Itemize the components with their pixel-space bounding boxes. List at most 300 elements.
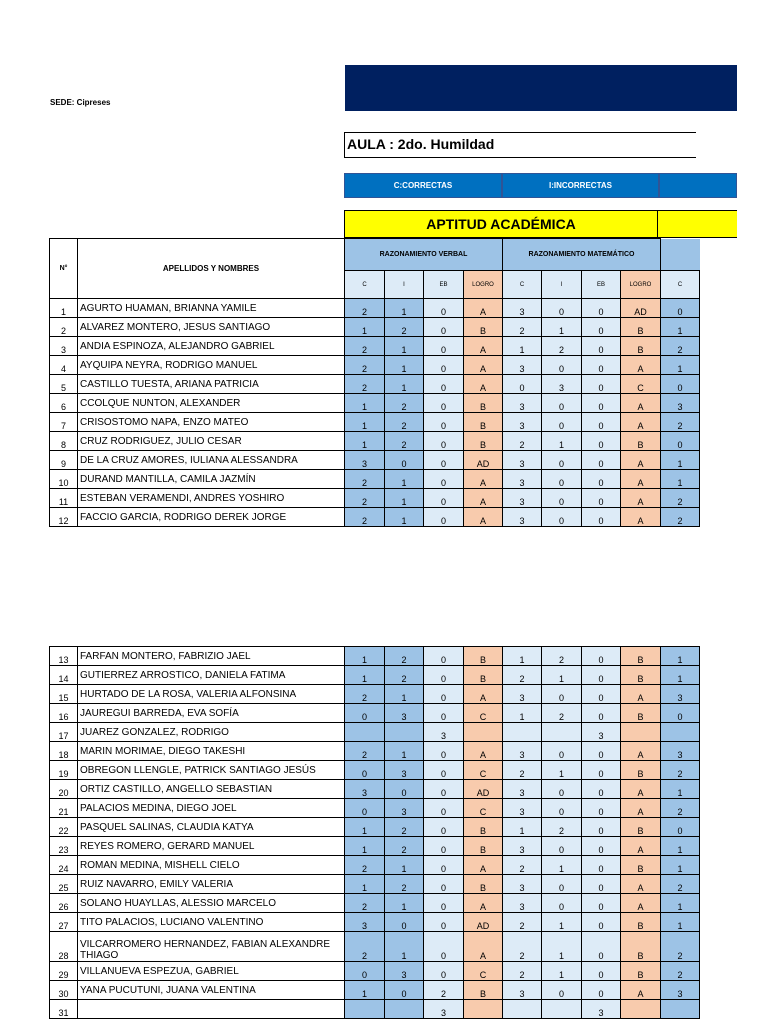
mat-i: 0 — [542, 837, 582, 856]
sub-i-mat: I — [542, 271, 582, 299]
mat-c: 3 — [503, 508, 542, 527]
verbal-eb: 3 — [424, 723, 464, 742]
student-name: CRISOSTOMO NAPA, ENZO MATEO — [78, 413, 345, 432]
table-row — [50, 685, 700, 704]
row-num: 26 — [50, 894, 78, 913]
extra-c: 2 — [661, 962, 700, 981]
verbal-eb: 0 — [424, 780, 464, 799]
row-num: 23 — [50, 837, 78, 856]
mat-logro: A — [621, 470, 661, 489]
scores-table-1 — [49, 298, 700, 527]
extra-c: 0 — [661, 818, 700, 837]
mat-logro: A — [621, 413, 661, 432]
verbal-c: 1 — [345, 875, 385, 894]
mat-eb: 0 — [582, 837, 621, 856]
mat-logro: B — [621, 962, 661, 981]
mat-c: 2 — [503, 962, 542, 981]
verbal-eb: 0 — [424, 508, 464, 527]
verbal-i: 0 — [385, 981, 424, 1000]
verbal-logro: A — [464, 856, 503, 875]
mat-logro: B — [621, 856, 661, 875]
student-name: ORTIZ CASTILLO, ANGELLO SEBASTIAN — [78, 780, 345, 799]
mat-c — [503, 723, 542, 742]
verbal-c: 1 — [345, 666, 385, 685]
mat-i: 3 — [542, 375, 582, 394]
student-name: HURTADO DE LA ROSA, VALERIA ALFONSINA — [78, 685, 345, 704]
verbal-eb: 0 — [424, 894, 464, 913]
table-row — [50, 856, 700, 875]
row-num: 30 — [50, 981, 78, 1000]
mat-c: 3 — [503, 875, 542, 894]
mat-c: 3 — [503, 780, 542, 799]
mat-i: 0 — [542, 508, 582, 527]
verbal-c: 2 — [345, 685, 385, 704]
header-verbal: RAZONAMIENTO VERBAL — [345, 239, 503, 271]
table-row — [50, 318, 700, 337]
verbal-logro: B — [464, 837, 503, 856]
verbal-c: 1 — [345, 818, 385, 837]
verbal-logro: A — [464, 470, 503, 489]
mat-logro: A — [621, 356, 661, 375]
extra-c: 1 — [661, 318, 700, 337]
mat-logro — [621, 723, 661, 742]
row-num: 20 — [50, 780, 78, 799]
mat-eb: 0 — [582, 666, 621, 685]
mat-i: 1 — [542, 932, 582, 962]
verbal-i: 1 — [385, 375, 424, 394]
mat-logro: AD — [621, 299, 661, 318]
table-row — [50, 337, 700, 356]
extra-c: 1 — [661, 837, 700, 856]
table-row — [50, 799, 700, 818]
mat-i: 0 — [542, 394, 582, 413]
student-name: ANDIA ESPINOZA, ALEJANDRO GABRIEL — [78, 337, 345, 356]
verbal-logro: A — [464, 375, 503, 394]
table-row — [50, 761, 700, 780]
verbal-eb: 0 — [424, 666, 464, 685]
verbal-logro: B — [464, 818, 503, 837]
legend-incorrectas: I:INCORRECTAS — [502, 173, 659, 198]
mat-i: 0 — [542, 489, 582, 508]
verbal-logro: A — [464, 742, 503, 761]
mat-logro: B — [621, 818, 661, 837]
mat-c: 2 — [503, 856, 542, 875]
mat-i: 0 — [542, 413, 582, 432]
mat-c: 2 — [503, 432, 542, 451]
mat-i: 1 — [542, 432, 582, 451]
mat-logro: A — [621, 799, 661, 818]
mat-logro: B — [621, 647, 661, 666]
row-num: 2 — [50, 318, 78, 337]
verbal-eb: 0 — [424, 856, 464, 875]
mat-logro: A — [621, 981, 661, 1000]
student-name: CCOLQUE NUNTON, ALEXANDER — [78, 394, 345, 413]
verbal-eb: 0 — [424, 394, 464, 413]
table-row — [50, 818, 700, 837]
verbal-logro: C — [464, 799, 503, 818]
mat-logro: A — [621, 489, 661, 508]
sub-logro-verbal: LOGRO — [464, 271, 503, 299]
mat-i: 0 — [542, 470, 582, 489]
verbal-eb: 0 — [424, 932, 464, 962]
header-banner — [345, 65, 737, 111]
mat-c: 3 — [503, 489, 542, 508]
table-row — [50, 666, 700, 685]
mat-eb: 0 — [582, 894, 621, 913]
sede-label: SEDE: Cipreses — [50, 98, 111, 107]
mat-c: 2 — [503, 761, 542, 780]
mat-c: 3 — [503, 470, 542, 489]
mat-c: 1 — [503, 818, 542, 837]
verbal-i: 3 — [385, 704, 424, 723]
verbal-eb: 0 — [424, 962, 464, 981]
verbal-eb: 0 — [424, 837, 464, 856]
mat-eb: 0 — [582, 981, 621, 1000]
verbal-c: 3 — [345, 913, 385, 932]
verbal-c: 1 — [345, 647, 385, 666]
extra-c: 1 — [661, 470, 700, 489]
extra-c: 3 — [661, 981, 700, 1000]
row-num: 4 — [50, 356, 78, 375]
verbal-logro — [464, 723, 503, 742]
verbal-c: 2 — [345, 299, 385, 318]
mat-i: 0 — [542, 780, 582, 799]
verbal-eb: 0 — [424, 913, 464, 932]
mat-c: 2 — [503, 318, 542, 337]
table-row — [50, 647, 700, 666]
mat-eb: 0 — [582, 799, 621, 818]
mat-c: 2 — [503, 913, 542, 932]
mat-eb: 0 — [582, 761, 621, 780]
verbal-logro: B — [464, 318, 503, 337]
mat-eb: 0 — [582, 875, 621, 894]
mat-c: 2 — [503, 666, 542, 685]
mat-eb: 0 — [582, 451, 621, 470]
row-num: 15 — [50, 685, 78, 704]
sub-c-verbal: C — [345, 271, 385, 299]
row-num: 16 — [50, 704, 78, 723]
row-num: 6 — [50, 394, 78, 413]
sub-eb-verbal: EB — [424, 271, 464, 299]
row-num: 8 — [50, 432, 78, 451]
mat-i: 1 — [542, 666, 582, 685]
mat-i: 1 — [542, 318, 582, 337]
verbal-i: 1 — [385, 508, 424, 527]
table-row — [50, 1000, 700, 1019]
extra-c: 2 — [661, 413, 700, 432]
verbal-logro: C — [464, 704, 503, 723]
verbal-logro: AD — [464, 780, 503, 799]
verbal-c: 0 — [345, 761, 385, 780]
verbal-i: 2 — [385, 837, 424, 856]
mat-logro: B — [621, 337, 661, 356]
verbal-logro: AD — [464, 451, 503, 470]
header-name: APELLIDOS Y NOMBRES — [78, 239, 345, 299]
mat-eb: 0 — [582, 962, 621, 981]
mat-c: 1 — [503, 704, 542, 723]
aula-title: AULA : 2do. Humildad — [344, 132, 696, 158]
mat-c: 3 — [503, 451, 542, 470]
mat-eb: 0 — [582, 685, 621, 704]
verbal-eb: 0 — [424, 875, 464, 894]
mat-logro — [621, 1000, 661, 1019]
mat-logro: B — [621, 913, 661, 932]
verbal-c: 2 — [345, 375, 385, 394]
mat-c: 2 — [503, 932, 542, 962]
mat-eb: 0 — [582, 489, 621, 508]
table-row — [50, 704, 700, 723]
student-name: FACCIO GARCIA, RODRIGO DEREK JORGE — [78, 508, 345, 527]
student-name: RUIZ NAVARRO, EMILY VALERIA — [78, 875, 345, 894]
verbal-eb: 0 — [424, 799, 464, 818]
student-name: DE LA CRUZ AMORES, IULIANA ALESSANDRA — [78, 451, 345, 470]
mat-c: 3 — [503, 394, 542, 413]
verbal-logro: A — [464, 932, 503, 962]
extra-c: 1 — [661, 647, 700, 666]
verbal-i: 2 — [385, 875, 424, 894]
verbal-c: 1 — [345, 318, 385, 337]
mat-eb: 0 — [582, 704, 621, 723]
verbal-eb: 0 — [424, 432, 464, 451]
verbal-c: 2 — [345, 856, 385, 875]
row-num: 28 — [50, 932, 78, 962]
table-row — [50, 413, 700, 432]
mat-i: 2 — [542, 704, 582, 723]
verbal-i: 1 — [385, 489, 424, 508]
verbal-i: 0 — [385, 451, 424, 470]
verbal-logro: A — [464, 337, 503, 356]
row-num: 1 — [50, 299, 78, 318]
verbal-c: 2 — [345, 337, 385, 356]
mat-eb: 3 — [582, 723, 621, 742]
mat-c: 1 — [503, 337, 542, 356]
extra-c: 2 — [661, 799, 700, 818]
extra-c: 1 — [661, 780, 700, 799]
student-name: JUAREZ GONZALEZ, RODRIGO — [78, 723, 345, 742]
sub-i-verbal: I — [385, 271, 424, 299]
table-row — [50, 470, 700, 489]
student-name: MARIN MORIMAE, DIEGO TAKESHI — [78, 742, 345, 761]
student-name: ROMAN MEDINA, MISHELL CIELO — [78, 856, 345, 875]
table-row — [50, 981, 700, 1000]
scores-table-2 — [49, 646, 700, 1019]
verbal-logro: A — [464, 489, 503, 508]
student-name: TITO PALACIOS, LUCIANO VALENTINO — [78, 913, 345, 932]
mat-logro: B — [621, 932, 661, 962]
verbal-i: 1 — [385, 685, 424, 704]
extra-c: 3 — [661, 394, 700, 413]
row-num: 14 — [50, 666, 78, 685]
verbal-eb: 0 — [424, 318, 464, 337]
verbal-eb: 3 — [424, 1000, 464, 1019]
mat-logro: A — [621, 837, 661, 856]
row-num: 13 — [50, 647, 78, 666]
mat-c: 3 — [503, 837, 542, 856]
extra-c: 2 — [661, 875, 700, 894]
sub-c-mat: C — [503, 271, 542, 299]
verbal-logro: AD — [464, 913, 503, 932]
verbal-logro: A — [464, 894, 503, 913]
extra-c: 1 — [661, 856, 700, 875]
verbal-eb: 0 — [424, 647, 464, 666]
student-name: AGURTO HUAMAN, BRIANNA YAMILE — [78, 299, 345, 318]
student-name: VILLANUEVA ESPEZUA, GABRIEL — [78, 962, 345, 981]
verbal-i: 2 — [385, 394, 424, 413]
verbal-eb: 0 — [424, 685, 464, 704]
row-num: 29 — [50, 962, 78, 981]
mat-eb: 0 — [582, 818, 621, 837]
verbal-c: 0 — [345, 799, 385, 818]
verbal-c: 3 — [345, 451, 385, 470]
verbal-i: 0 — [385, 780, 424, 799]
table-row — [50, 875, 700, 894]
verbal-i: 2 — [385, 432, 424, 451]
mat-eb: 0 — [582, 780, 621, 799]
verbal-c: 2 — [345, 894, 385, 913]
verbal-c: 2 — [345, 932, 385, 962]
mat-eb: 0 — [582, 508, 621, 527]
table-row — [50, 780, 700, 799]
row-num: 10 — [50, 470, 78, 489]
aptitud-title: APTITUD ACADÉMICA — [344, 210, 658, 238]
header-num: N° — [50, 239, 78, 299]
verbal-i — [385, 723, 424, 742]
row-num: 25 — [50, 875, 78, 894]
verbal-logro — [464, 1000, 503, 1019]
mat-logro: A — [621, 451, 661, 470]
mat-i: 0 — [542, 981, 582, 1000]
extra-c: 0 — [661, 299, 700, 318]
extra-c: 0 — [661, 432, 700, 451]
row-num: 7 — [50, 413, 78, 432]
mat-logro: A — [621, 508, 661, 527]
student-name: CRUZ RODRIGUEZ, JULIO CESAR — [78, 432, 345, 451]
extra-c: 2 — [661, 337, 700, 356]
extra-c: 3 — [661, 685, 700, 704]
row-num: 27 — [50, 913, 78, 932]
table-row — [50, 932, 700, 962]
verbal-logro: B — [464, 875, 503, 894]
aptitud-title-ext — [658, 210, 737, 238]
table-row — [50, 894, 700, 913]
verbal-c: 2 — [345, 470, 385, 489]
verbal-i: 2 — [385, 318, 424, 337]
row-num: 22 — [50, 818, 78, 837]
verbal-i: 2 — [385, 818, 424, 837]
mat-c: 0 — [503, 375, 542, 394]
verbal-logro: B — [464, 413, 503, 432]
sub-c-extra: C — [661, 271, 700, 299]
mat-logro: B — [621, 704, 661, 723]
mat-i: 0 — [542, 894, 582, 913]
mat-logro: A — [621, 394, 661, 413]
sub-logro-mat: LOGRO — [621, 271, 661, 299]
student-name: SOLANO HUAYLLAS, ALESSIO MARCELO — [78, 894, 345, 913]
verbal-c: 2 — [345, 742, 385, 761]
extra-c: 2 — [661, 932, 700, 962]
table-row — [50, 299, 700, 318]
verbal-eb: 0 — [424, 742, 464, 761]
mat-i: 0 — [542, 742, 582, 761]
mat-i: 0 — [542, 451, 582, 470]
mat-i: 0 — [542, 875, 582, 894]
student-name: REYES ROMERO, GERARD MANUEL — [78, 837, 345, 856]
verbal-eb: 0 — [424, 704, 464, 723]
verbal-logro: A — [464, 299, 503, 318]
verbal-c: 0 — [345, 704, 385, 723]
verbal-c: 3 — [345, 780, 385, 799]
verbal-eb: 0 — [424, 337, 464, 356]
verbal-logro: B — [464, 981, 503, 1000]
row-num: 31 — [50, 1000, 78, 1019]
mat-i: 1 — [542, 962, 582, 981]
table-row — [50, 723, 700, 742]
table-row — [50, 489, 700, 508]
verbal-c: 1 — [345, 432, 385, 451]
verbal-eb: 0 — [424, 761, 464, 780]
verbal-i — [385, 1000, 424, 1019]
header-matematico: RAZONAMIENTO MATEMÁTICO — [503, 239, 661, 271]
mat-c: 3 — [503, 299, 542, 318]
legend-correctas: C:CORRECTAS — [344, 173, 502, 198]
verbal-i: 1 — [385, 856, 424, 875]
row-num: 21 — [50, 799, 78, 818]
table-row — [50, 962, 700, 981]
verbal-i: 2 — [385, 647, 424, 666]
mat-i: 2 — [542, 647, 582, 666]
verbal-eb: 0 — [424, 413, 464, 432]
table-row — [50, 508, 700, 527]
extra-c: 2 — [661, 761, 700, 780]
mat-eb: 0 — [582, 337, 621, 356]
verbal-logro: B — [464, 647, 503, 666]
verbal-logro: C — [464, 962, 503, 981]
student-name: AYQUIPA NEYRA, RODRIGO MANUEL — [78, 356, 345, 375]
legend-extra — [659, 173, 737, 198]
mat-eb: 0 — [582, 394, 621, 413]
table-row — [50, 451, 700, 470]
student-name: DURAND MANTILLA, CAMILA JAZMÍN — [78, 470, 345, 489]
verbal-eb: 0 — [424, 356, 464, 375]
verbal-i: 1 — [385, 470, 424, 489]
verbal-eb: 0 — [424, 451, 464, 470]
verbal-c: 2 — [345, 356, 385, 375]
mat-c: 1 — [503, 647, 542, 666]
mat-eb: 0 — [582, 913, 621, 932]
scores-header — [49, 238, 700, 299]
student-name: YANA PUCUTUNI, JUANA VALENTINA — [78, 981, 345, 1000]
extra-c: 0 — [661, 375, 700, 394]
verbal-logro: A — [464, 685, 503, 704]
verbal-i: 1 — [385, 356, 424, 375]
verbal-logro: A — [464, 508, 503, 527]
table-row — [50, 742, 700, 761]
verbal-eb: 0 — [424, 818, 464, 837]
mat-eb: 0 — [582, 375, 621, 394]
verbal-eb: 0 — [424, 375, 464, 394]
mat-logro: B — [621, 666, 661, 685]
mat-c: 3 — [503, 981, 542, 1000]
verbal-c: 1 — [345, 394, 385, 413]
student-name: JAUREGUI BARREDA, EVA SOFÍA — [78, 704, 345, 723]
mat-c: 3 — [503, 356, 542, 375]
mat-logro: B — [621, 432, 661, 451]
verbal-i: 0 — [385, 913, 424, 932]
mat-i — [542, 1000, 582, 1019]
verbal-eb: 0 — [424, 299, 464, 318]
verbal-i: 2 — [385, 666, 424, 685]
row-num: 17 — [50, 723, 78, 742]
